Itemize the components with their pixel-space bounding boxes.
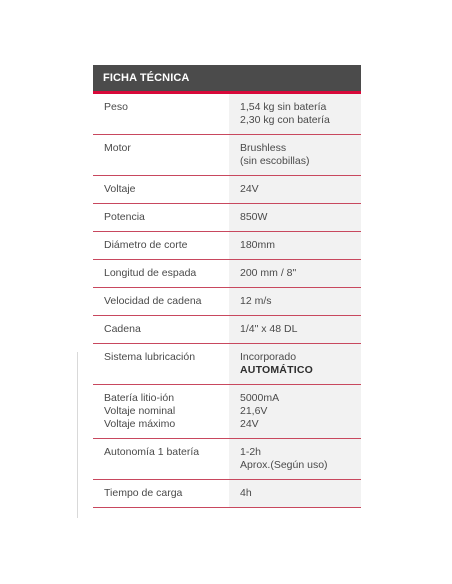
spec-row-chain [93, 316, 361, 344]
value-text: 24V [240, 183, 259, 195]
spec-table [93, 65, 361, 508]
spec-label [93, 316, 229, 343]
spec-value [229, 260, 361, 287]
spec-label [93, 204, 229, 231]
spec-value [229, 344, 361, 384]
spec-label [93, 94, 229, 134]
label-text: Velocidad de cadena [104, 295, 202, 307]
value-text: 2,30 kg con batería [240, 114, 330, 126]
spec-label [93, 439, 229, 479]
value-text: (sin escobillas) [240, 155, 310, 167]
spec-label [93, 232, 229, 259]
label-text: Longitud de espada [104, 267, 197, 279]
spec-row-weight [93, 94, 361, 135]
value-text-emphasis: AUTOMÁTICO [240, 364, 313, 376]
spec-value [229, 385, 361, 438]
spec-value [229, 204, 361, 231]
spec-row-autonomy [93, 439, 361, 480]
value-text: Incorporado [240, 351, 297, 363]
spec-value [229, 135, 361, 175]
spec-row-lubrication [93, 344, 361, 385]
value-text: 1/4" x 48 DL [240, 323, 298, 335]
spec-label [93, 135, 229, 175]
spec-row-cut-diameter [93, 232, 361, 260]
value-text: 1,54 kg sin batería [240, 101, 327, 113]
label-text: Potencia [104, 211, 145, 223]
spec-label [93, 260, 229, 287]
label-text: Voltaje máximo [104, 418, 176, 430]
label-text: Autonomía 1 batería [104, 446, 200, 458]
value-text: 850W [240, 211, 268, 223]
spec-row-charge-time [93, 480, 361, 508]
spec-table-title: FICHA TÉCNICA [93, 65, 361, 94]
spec-row-bar-length [93, 260, 361, 288]
spec-label [93, 288, 229, 315]
label-text: Voltaje nominal [104, 405, 176, 417]
value-text: 180mm [240, 239, 276, 251]
spec-value [229, 232, 361, 259]
decorative-divider [77, 352, 78, 518]
value-text: Brushless [240, 142, 287, 154]
label-text: Sistema lubricación [104, 351, 196, 363]
label-text: Voltaje [104, 183, 136, 195]
label-text: Cadena [104, 323, 141, 335]
value-text: 200 mm / 8" [240, 267, 297, 279]
spec-value [229, 94, 361, 134]
label-text: Tiempo de carga [104, 487, 183, 499]
spec-label [93, 344, 229, 384]
spec-label [93, 176, 229, 203]
spec-row-battery [93, 385, 361, 439]
spec-value [229, 480, 361, 507]
label-text: Motor [104, 142, 131, 154]
spec-value [229, 288, 361, 315]
label-text: Batería litio-ión [104, 392, 175, 404]
spec-row-chain-speed [93, 288, 361, 316]
spec-row-power [93, 204, 361, 232]
spec-value [229, 316, 361, 343]
spec-value [229, 439, 361, 479]
spec-label [93, 480, 229, 507]
value-text: 5000mA [240, 392, 280, 404]
spec-row-motor [93, 135, 361, 176]
value-text: 12 m/s [240, 295, 272, 307]
value-text: 4h [240, 487, 252, 499]
value-text: 21,6V [240, 405, 268, 417]
label-text: Peso [104, 101, 128, 113]
value-text: 1-2h [240, 446, 262, 458]
spec-label [93, 385, 229, 438]
value-text: 24V [240, 418, 259, 430]
spec-row-voltage [93, 176, 361, 204]
label-text: Diámetro de corte [104, 239, 188, 251]
value-text: Aprox.(Según uso) [240, 459, 328, 471]
spec-value [229, 176, 361, 203]
